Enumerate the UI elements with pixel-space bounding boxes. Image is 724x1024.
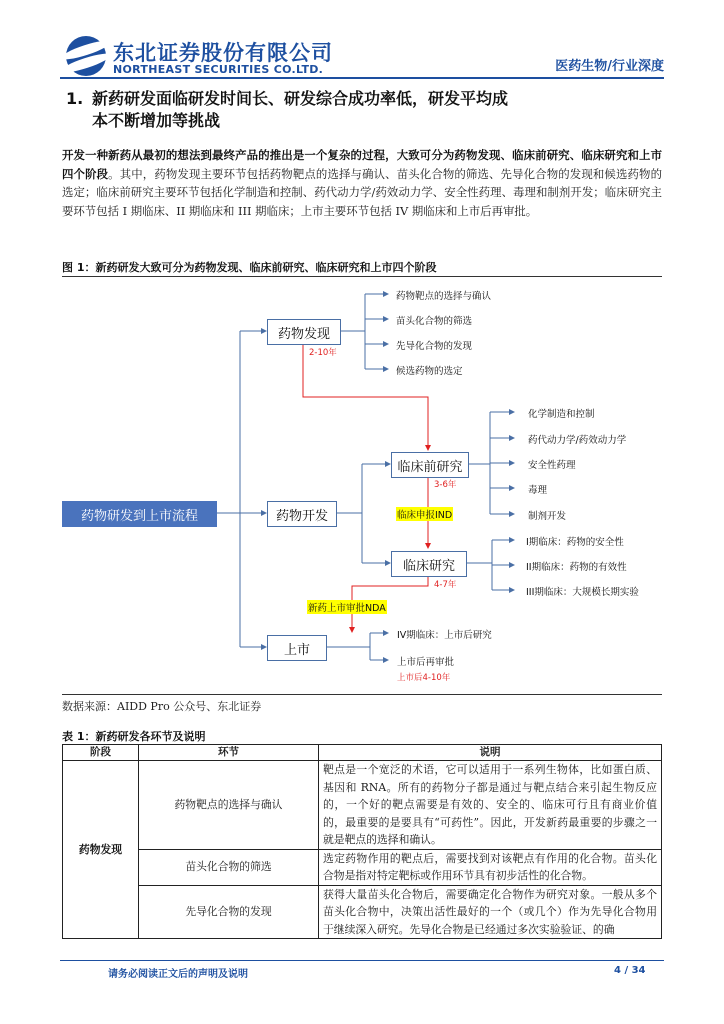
- figure-title: 图 1：新药研发大致可分为药物发现、临床前研究、临床研究和上市四个阶段: [62, 261, 437, 274]
- stage-box-development: 药物开发: [267, 501, 337, 527]
- footer-divider: [60, 960, 664, 961]
- section-title-line1: 新药研发面临研发时间长、研发综合成功率低，研发平均成: [92, 89, 509, 108]
- figure-source: 数据来源：AIDD Pro 公众号、东北证券: [62, 700, 262, 713]
- stage-table: [62, 744, 662, 939]
- preclinical-item: 化学制造和控制: [528, 409, 595, 420]
- table-header: 说明: [319, 745, 662, 761]
- table-clip: [60, 740, 666, 936]
- duration-discovery: 2-10年: [309, 348, 337, 358]
- clinical-item: III期临床：大规模长期实验: [526, 587, 639, 598]
- company-name-cn: 东北证券股份有限公司: [113, 41, 333, 65]
- preclinical-item: 安全性药理: [528, 460, 576, 471]
- stage-box-discovery: 药物发现: [267, 319, 341, 345]
- table-row: [63, 761, 662, 850]
- market-item: IV期临床：上市后研究: [397, 630, 492, 641]
- table-header: 环节: [139, 745, 319, 761]
- flow-main-box: 药物研发到上市流程: [62, 501, 217, 527]
- discovery-item: 药物靶点的选择与确认: [396, 291, 492, 302]
- clinical-item: II期临床：药物的有效性: [526, 562, 627, 573]
- stage-box-preclinical: 临床前研究: [391, 452, 469, 478]
- stage-box-market: 上市: [267, 635, 327, 661]
- preclinical-item: 制剂开发: [528, 511, 567, 522]
- company-name-en: NORTHEAST SECURITIES CO.LTD.: [113, 63, 324, 76]
- market-item: 上市后再审批: [397, 657, 455, 668]
- stage-box-clinical: 临床研究: [391, 551, 467, 577]
- discovery-item: 先导化合物的发现: [396, 341, 473, 352]
- table-title: 表 1：新药研发各环节及说明: [62, 730, 206, 743]
- table-row: [63, 849, 662, 885]
- page-number: 4 / 34: [614, 965, 646, 976]
- intro-bold: 开发一种新药从最初的想法到最终产品的推出是一个复杂的过程，大致可分为药物发现、临床前研究、临床研究和上市四个阶段: [62, 148, 662, 181]
- clinical-item: I期临床：药物的安全性: [526, 537, 624, 548]
- table-row: [63, 885, 662, 939]
- table-desc-cell: 靶点是一个宽泛的术语，它可以适用于一系列生物体，比如蛋白质、基因和 RNA。所有的药物分子都是通过与靶点结合来引起生物反应的，一个好的靶点需要是有效的、安全的、临床可行且有商业价值的，最重要的是要具有“可药性”。因此，开发新药最重要的步骤之一就是靶点的选择和确认。: [319, 761, 662, 850]
- table-desc-cell: 获得大量苗头化合物后，需要确定化合物作为研究对象。一般从多个苗头化合物中，决策出活性最好的一个（或几个）作为先导化合物用于继续深入研究。先导化合物是已经通过多次实验验证、的确: [319, 885, 662, 939]
- milestone-ind: 临床申报IND: [396, 507, 453, 521]
- discovery-item: 苗头化合物的筛选: [396, 316, 473, 327]
- preclinical-item: 毒理: [528, 485, 548, 496]
- section-title-line2: 本不断增加等挑战: [92, 111, 221, 130]
- footer-notice: 请务必阅读正文后的声明及说明: [108, 969, 248, 980]
- intro-rest: 。其中，药物发现主要环节包括药物靶点的选择与确认、苗头化合物的筛选、先导化合物的发现和候选药物的选定；临床前研究主要环节包括化学制造和控制、药代动力学/药效动力学、安全性药理、毒理和制剂开发；临床研究主要环节包括 I 期临床、II 期临床和 III 期临床；上市主要环节包括 IV 期临床和上市后再审批。: [62, 166, 662, 218]
- table-desc-cell: 选定药物作用的靶点后，需要找到对该靶点有作用的化合物。苗头化合物是指对特定靶标或作用环节具有初步活性的化合物。: [319, 849, 662, 885]
- duration-preclinical: 3-6年: [434, 480, 457, 490]
- table-step-cell: 苗头化合物的筛选: [139, 849, 319, 885]
- figure-bottom-rule: [62, 694, 662, 695]
- table-step-cell: 先导化合物的发现: [139, 885, 319, 939]
- table-step-cell: 药物靶点的选择与确认: [139, 761, 319, 850]
- duration-clinical: 4-7年: [434, 580, 457, 590]
- report-type: 医药生物/行业深度: [555, 59, 664, 74]
- table-header: 阶段: [63, 745, 139, 761]
- table-header-row: [63, 745, 662, 761]
- table-stage-cell: 药物发现: [63, 761, 139, 939]
- section-number: 1.: [66, 89, 84, 108]
- discovery-item: 候选药物的选定: [396, 366, 463, 377]
- preclinical-item: 药代动力学/药效动力学: [528, 435, 627, 446]
- milestone-nda: 新药上市审批NDA: [307, 600, 387, 614]
- duration-post-market: 上市后4-10年: [397, 673, 451, 683]
